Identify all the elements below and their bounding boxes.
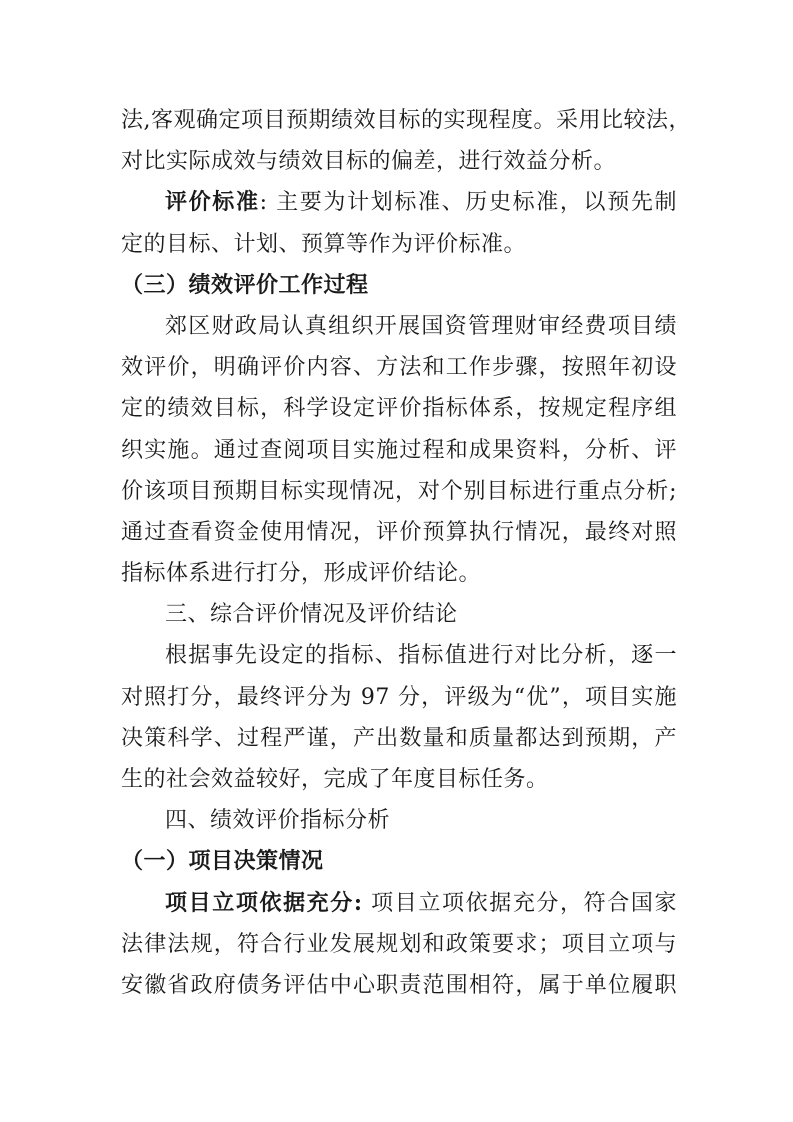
paragraph-line: 定的目标、计划、预算等作为评价标准。 <box>121 231 527 257</box>
paragraph-line: 指标体系进行打分，形成评价结论。 <box>121 561 482 587</box>
paragraph-line: 法,客观确定项目预期绩效目标的实现程度。采用比较法， <box>121 108 691 133</box>
paragraph-line: 生的社会效益较好，完成了年度目标任务。 <box>121 767 549 792</box>
section-heading-four: 四、绩效评价指标分析 <box>165 808 391 834</box>
document-body <box>121 100 691 1006</box>
project-basis-label: 项目立项依据充分: <box>165 889 363 916</box>
section-heading-3: （三）绩效评价工作过程 <box>121 271 369 298</box>
evaluation-standard-label: 评价标准 <box>165 189 260 216</box>
paragraph-line: 定的绩效目标，科学设定评价指标体系，按规定程序组 <box>121 396 677 422</box>
paragraph-line: 对照打分，最终评分为 97 分，评级为“优”，项目实施 <box>121 684 677 710</box>
paragraph-line: 郊区财政局认真组织开展国资管理财审经费项目绩 <box>165 313 677 339</box>
paragraph-line <box>121 883 677 924</box>
paragraph-line: 效评价，明确评价内容、方法和工作步骤，按照年初设 <box>121 355 677 381</box>
paragraph-line: 织实施。通过查阅项目实施过程和成果资料，分析、评 <box>121 437 677 463</box>
paragraph-line: 通过查看资金使用情况，评价预算执行情况，最终对照 <box>121 519 677 545</box>
paragraph-line: 价该项目预期目标实现情况，对个别目标进行重点分析; <box>121 478 677 504</box>
paragraph-line: 决策科学、过程严谨，产出数量和质量都达到预期，产 <box>121 725 677 751</box>
paragraph-line: 法律法规，符合行业发展规划和政策要求；项目立项与 <box>121 931 677 957</box>
paragraph-line: 根据事先设定的指标、指标值进行对比分析，逐一 <box>165 643 677 669</box>
paragraph-line: 安徽省政府债务评估中心职责范围相符，属于单位履职 <box>121 972 677 998</box>
subsection-heading-1: （一）项目决策情况 <box>121 848 324 875</box>
paragraph-line: 对比实际成效与绩效目标的偏差，进行效益分析。 <box>121 149 617 175</box>
paragraph-line <box>121 182 677 223</box>
section-heading-three: 三、综合评价情况及评价结论 <box>165 602 458 628</box>
paragraph-text: : 主要为计划标准、历史标准，以预先制 <box>259 190 677 216</box>
paragraph-text: 项目立项依据充分，符合国家 <box>362 890 677 916</box>
